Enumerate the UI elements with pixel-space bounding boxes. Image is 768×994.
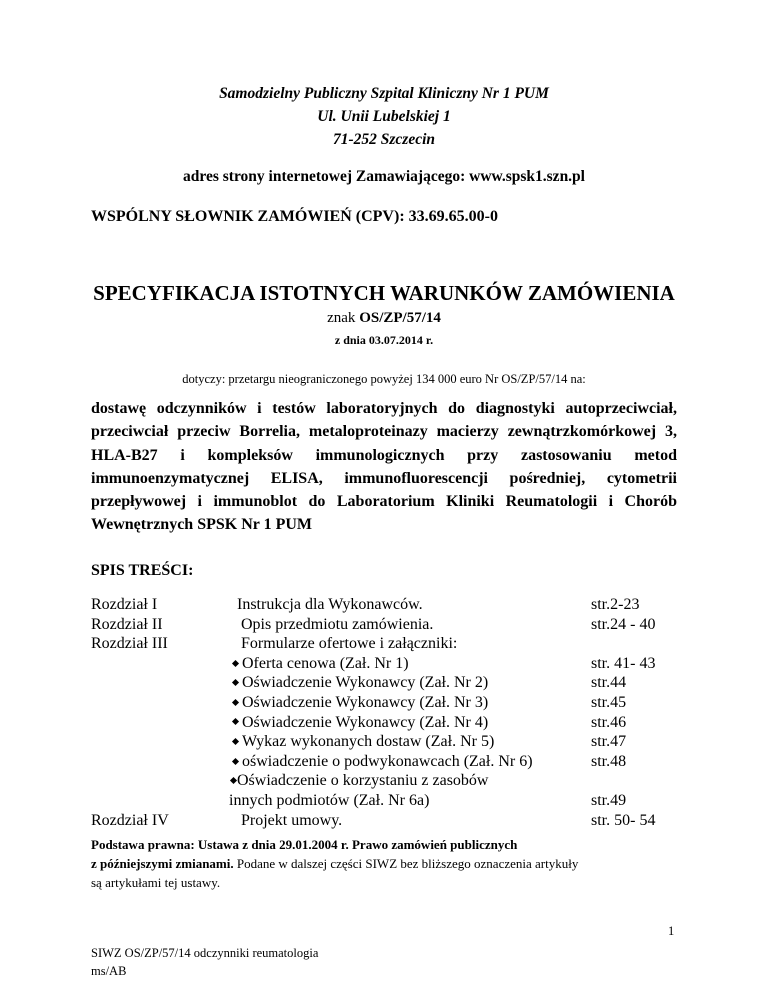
- toc-item-6: [229, 693, 488, 713]
- toc-page-4: str. 41- 43: [591, 654, 656, 672]
- toc-item-5: [229, 673, 488, 693]
- page-number: 1: [668, 924, 675, 938]
- toc-item-9: [229, 752, 533, 772]
- bullet-diamond-icon: [232, 718, 239, 725]
- hospital-city: 71-252 Szczecin: [332, 131, 436, 148]
- toc-page-8: str.47: [591, 733, 627, 751]
- legal-basis-line-3: są artykułami tej ustawy.: [91, 875, 221, 890]
- toc-page-2: str.24 - 40: [591, 615, 656, 633]
- znak-value: OS/ZP/57/14: [359, 310, 441, 326]
- website-line: adres strony internetowej Zamawiającego: www.spsk1.szn.pl: [183, 168, 585, 185]
- toc-item-11: innych podmiotów (Zał. Nr 6a): [229, 792, 430, 809]
- hospital-street: Ul. Unii Lubelskiej 1: [317, 108, 451, 125]
- toc-page-1: str.2-23: [591, 596, 640, 613]
- toc-item-8-text: Wykaz wykonanych dostaw (Zał. Nr 5): [242, 733, 495, 751]
- toc-item-6-text: Oświadczenie Wykonawcy (Zał. Nr 3): [242, 694, 489, 711]
- document-title: SPECYFIKACJA ISTOTNYCH WARUNKÓW ZAMÓWIENIA: [93, 281, 675, 305]
- toc-item-2: Opis przedmiotu zamówienia.: [241, 615, 434, 633]
- order-subject: dostawę odczynników i testów laboratoryjnych do diagnostyki autoprzeciwciał, przeciwciał przeciw Borrelia, metaloproteinazy macierzy zewnątrzkomórkowej 3, HLA-B27 i kompleksów immunologicznych przy zastosowaniu metod immunoenzymatycznej ELISA, immunofluorescencji pośredniej, cytometrii przepływowej i immunoblot do Laboratorium Kliniki Reumatologii i Chorób Wewnętrznych SPSK Nr 1 PUM: [91, 400, 677, 534]
- toc-item-1: Instrukcja dla Wykonawców.: [237, 596, 423, 613]
- toc-item-5-text: Oświadczenie Wykonawcy (Zał. Nr 2): [242, 674, 489, 692]
- toc-page-9: str.48: [591, 752, 627, 770]
- znak-prefix: znak: [327, 310, 360, 326]
- toc-chapter-3: Rozdział III: [91, 635, 168, 653]
- legal-basis-text: Podane w dalszej części SIWZ bez bliższego oznaczenia artykuły: [233, 856, 579, 871]
- toc-item-7: [229, 713, 488, 733]
- footer-line-2: ms/AB: [91, 963, 127, 978]
- bullet-diamond-icon: [232, 699, 239, 706]
- reference-line: [0, 310, 768, 327]
- toc-chapter-1: Rozdział I: [91, 596, 158, 613]
- toc-item-12: Projekt umowy.: [241, 811, 343, 829]
- date-line: z dnia 03.07.2014 r.: [334, 333, 434, 347]
- bullet-diamond-icon: [232, 660, 239, 667]
- legal-basis-bold-1: Podstawa prawna: Ustawa z dnia 29.01.2004 r. Prawo zamówień publicznych: [91, 837, 518, 852]
- cpv-line: WSPÓLNY SŁOWNIK ZAMÓWIEŃ (CPV): 33.69.65.00-0: [91, 208, 498, 225]
- hospital-name: Samodzielny Publiczny Szpital Kliniczny Nr 1 PUM: [219, 85, 549, 102]
- toc-item-8: [229, 732, 494, 752]
- bullet-diamond-icon: [230, 777, 237, 784]
- toc-page-5: str.44: [591, 674, 627, 692]
- toc-item-7-text: Oświadczenie Wykonawcy (Zał. Nr 4): [242, 713, 489, 731]
- toc-item-4: [229, 654, 409, 674]
- toc-heading: SPIS TREŚCI:: [91, 562, 194, 579]
- legal-basis: [91, 835, 691, 892]
- toc-page-6: str.45: [591, 694, 627, 711]
- bullet-diamond-icon: [232, 738, 239, 745]
- bullet-diamond-icon: [232, 679, 239, 686]
- toc-chapter-4: Rozdział IV: [91, 811, 169, 829]
- toc-page-11: str.49: [591, 792, 627, 809]
- toc-page-12: str. 50- 54: [591, 811, 656, 829]
- bullet-diamond-icon: [232, 758, 239, 765]
- toc-chapter-2: Rozdział II: [91, 615, 163, 633]
- footer-line-1: SIWZ OS/ZP/57/14 odczynniki reumatologia: [91, 946, 319, 960]
- toc-item-9-text: oświadczenie o podwykonawcach (Zał. Nr 6): [242, 752, 533, 770]
- toc-item-10: [229, 771, 488, 791]
- toc-item-10-text: Oświadczenie o korzystaniu z zasobów: [237, 772, 489, 790]
- dotyczy-line: dotyczy: przetargu nieograniczonego powyżej 134 000 euro Nr OS/ZP/57/14 na:: [182, 372, 586, 386]
- toc-item-4-text: Oferta cenowa (Zał. Nr 1): [242, 654, 409, 672]
- footer: [91, 945, 318, 980]
- toc-page-7: str.46: [591, 713, 627, 731]
- legal-basis-bold-2: z późniejszymi zmianami.: [91, 856, 234, 871]
- toc-item-3: Formularze ofertowe i załączniki:: [241, 635, 458, 653]
